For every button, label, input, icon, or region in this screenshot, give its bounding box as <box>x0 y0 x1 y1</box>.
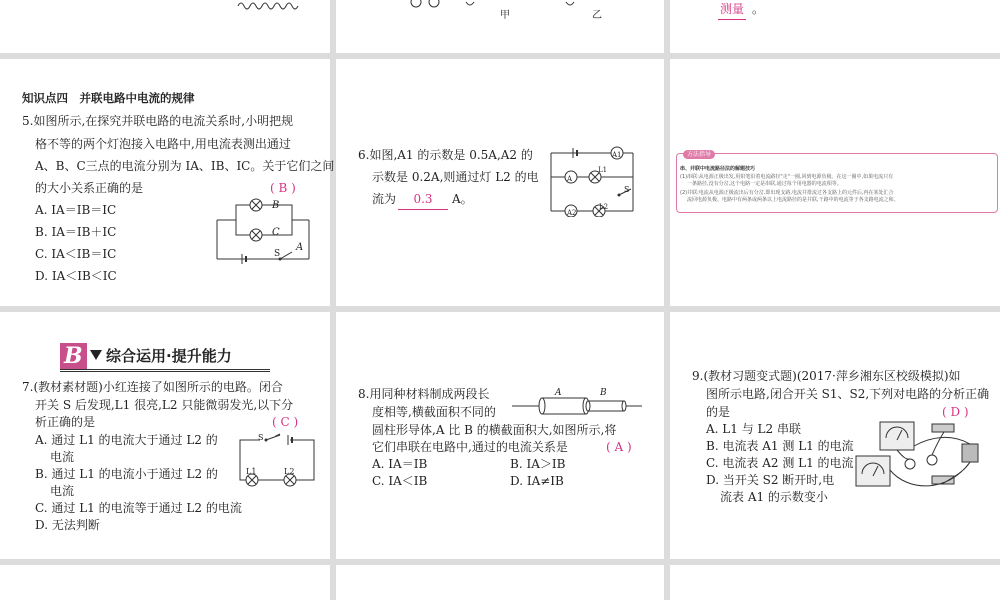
q8-option-a: A. IA＝IB <box>372 457 428 471</box>
q9-option-b: B. 电流表 A1 测 L1 的电流 <box>706 439 854 453</box>
q5-line-3: A、B、C三点的电流分别为 IA、IB、IC。关于它们之间 <box>35 159 335 173</box>
q8-line-2: 度相等,横截面积不同的 <box>372 405 496 419</box>
q7-fig-label-l2: L2 <box>284 467 295 476</box>
q8-conductor-figure <box>512 394 642 418</box>
q6-fig-label-a: A <box>567 175 573 183</box>
q7-option-a-2: 电流 <box>50 450 75 464</box>
answer-period: 。 <box>752 2 765 16</box>
section-b-title: 综合运用·提升能力 <box>106 347 232 365</box>
q5-option-d: D. IA＜IB＜IC <box>35 269 117 283</box>
q6-fig-label-s: S <box>624 185 630 194</box>
q9-physical-circuit-figure <box>852 416 982 496</box>
q5-fig-label-b: B <box>272 200 280 211</box>
q9-option-d-1: D. 当开关 S2 断开时,电 <box>706 473 835 487</box>
q8-answer: ( A ) <box>606 440 632 454</box>
figure-label-jia: 甲 <box>500 10 510 21</box>
q6-line-1: 6.如图,A1 的示数是 0.5A,A2 的 <box>358 148 533 162</box>
card-bottom-right <box>670 565 1000 600</box>
q5-fig-label-a: A <box>296 242 304 253</box>
q9-line-3: 的是 <box>706 405 731 419</box>
q6-fig-label-a1: A1 <box>612 151 622 159</box>
q5-fig-label-c: C <box>272 227 280 238</box>
q9-answer: ( D ) <box>942 405 969 419</box>
q8-line-1: 8.用同种材料制成两段长 <box>358 387 490 401</box>
q7-fig-label-s: S <box>258 433 264 442</box>
q7-option-b-1: B. 通过 L1 的电流小于通过 L2 的 <box>35 467 218 481</box>
q7-line-3: 析正确的是 <box>35 415 96 429</box>
method-tip-line-3: (2)并联:电流从电源正极流出后有分岔,即出现支路,电流并排流过各支路上的元件后,再在某处汇合 <box>680 190 894 196</box>
section-b-badge: B <box>60 343 87 369</box>
q8-option-d: D. IA≠IB <box>510 474 564 488</box>
q6-line-2: 示数是 0.2A,则通过灯 L2 的电 <box>372 170 539 184</box>
q5-line-1: 5.如图所示,在探究并联电路的电流关系时,小明把规 <box>22 114 294 128</box>
q5-option-b: B. IA＝IB＋IC <box>35 225 117 239</box>
q7-answer: ( C ) <box>272 415 299 429</box>
method-tip-line-4: 流回电源负极。电路中有两条或两条以上电流路径的是并联,干路中的电流等于各支路电流之和。 <box>687 197 899 203</box>
answer-measure: 测量 <box>718 0 746 20</box>
method-tip-badge: 方法指导 <box>683 150 715 159</box>
q5-fig-label-s: S <box>274 249 281 259</box>
q5-line-4: 的大小关系正确的是 <box>35 181 144 195</box>
q7-line-2: 开关 S 后发现,L1 很亮,L2 只能微弱发光,以下分 <box>35 398 294 412</box>
card-bottom-middle <box>336 565 664 600</box>
card-top-middle <box>336 0 664 53</box>
q9-option-a: A. L1 与 L2 串联 <box>706 422 801 436</box>
q9-option-d-2: 流表 A1 的示数变小 <box>720 490 828 504</box>
q8-option-c: C. IA＜IB <box>372 474 428 488</box>
section-heading: 知识点四 并联电路中电流的规律 <box>22 91 195 105</box>
q6-fig-label-l2: L2 <box>599 203 609 211</box>
q8-fig-label-b: B <box>600 388 607 398</box>
q7-line-1: 7.(教材素材题)小红连接了如图所示的电路。闭合 <box>22 380 283 394</box>
q5-option-c: C. IA＜IB＝IC <box>35 247 117 261</box>
q7-option-b-2: 电流 <box>50 484 75 498</box>
q6-line-3-prefix: 流为 <box>372 192 397 206</box>
q9-line-1: 9.(教材习题变式题)(2017·萍乡湘东区校级模拟)如 <box>692 369 961 383</box>
method-tip-title: 串、并联中电流路径法的解题技巧 <box>680 166 756 172</box>
q8-option-b: B. IA＞IB <box>510 457 566 471</box>
q7-option-a-1: A. 通过 L1 的电流大于通过 L2 的 <box>35 433 218 447</box>
q6-answer: 0.3 <box>398 190 448 210</box>
q6-fig-label-l1: L1 <box>598 166 608 174</box>
method-tip-line-1: (1)串联:从电源正极出发,用铅笔沿着电流路径"走"一圈,回到电源负极。在这一圈中,如果电流只有 <box>680 174 894 180</box>
q9-option-c: C. 电流表 A2 测 L1 的电流 <box>706 456 854 470</box>
q9-line-2: 图所示电路,闭合开关 S1、S2,下列对电路的分析正确 <box>706 387 990 401</box>
card-top-right <box>670 0 1000 53</box>
section-b-arrow <box>90 350 104 364</box>
card-top-left <box>0 0 330 53</box>
q7-option-d: D. 无法判断 <box>35 518 100 532</box>
coil-figure <box>236 0 316 14</box>
q7-option-c: C. 通过 L1 的电流等于通过 L2 的电流 <box>35 501 242 515</box>
method-tip-line-2: 一条路径,没有分岔,这个电路一定是串联,通过每个用电器的电流相等。 <box>687 181 842 187</box>
q5-answer: ( B ) <box>270 181 296 195</box>
q6-line-3-suffix: A。 <box>452 192 473 206</box>
q8-fig-label-a: A <box>555 388 562 398</box>
q7-fig-label-l1: L1 <box>246 467 257 476</box>
card-bottom-left <box>0 565 330 600</box>
q8-line-4: 它们串联在电路中,通过的电流关系是 <box>372 440 568 454</box>
q5-line-2: 格不等的两个灯泡接入电路中,用电流表测出通过 <box>35 137 291 151</box>
q5-option-a: A. IA＝IB＝IC <box>35 203 117 217</box>
figure-label-yi: 乙 <box>592 10 602 21</box>
q8-line-3: 圆柱形导体,A 比 B 的横截面积大,如图所示,将 <box>372 423 617 437</box>
q6-fig-label-a2: A2 <box>567 209 577 217</box>
